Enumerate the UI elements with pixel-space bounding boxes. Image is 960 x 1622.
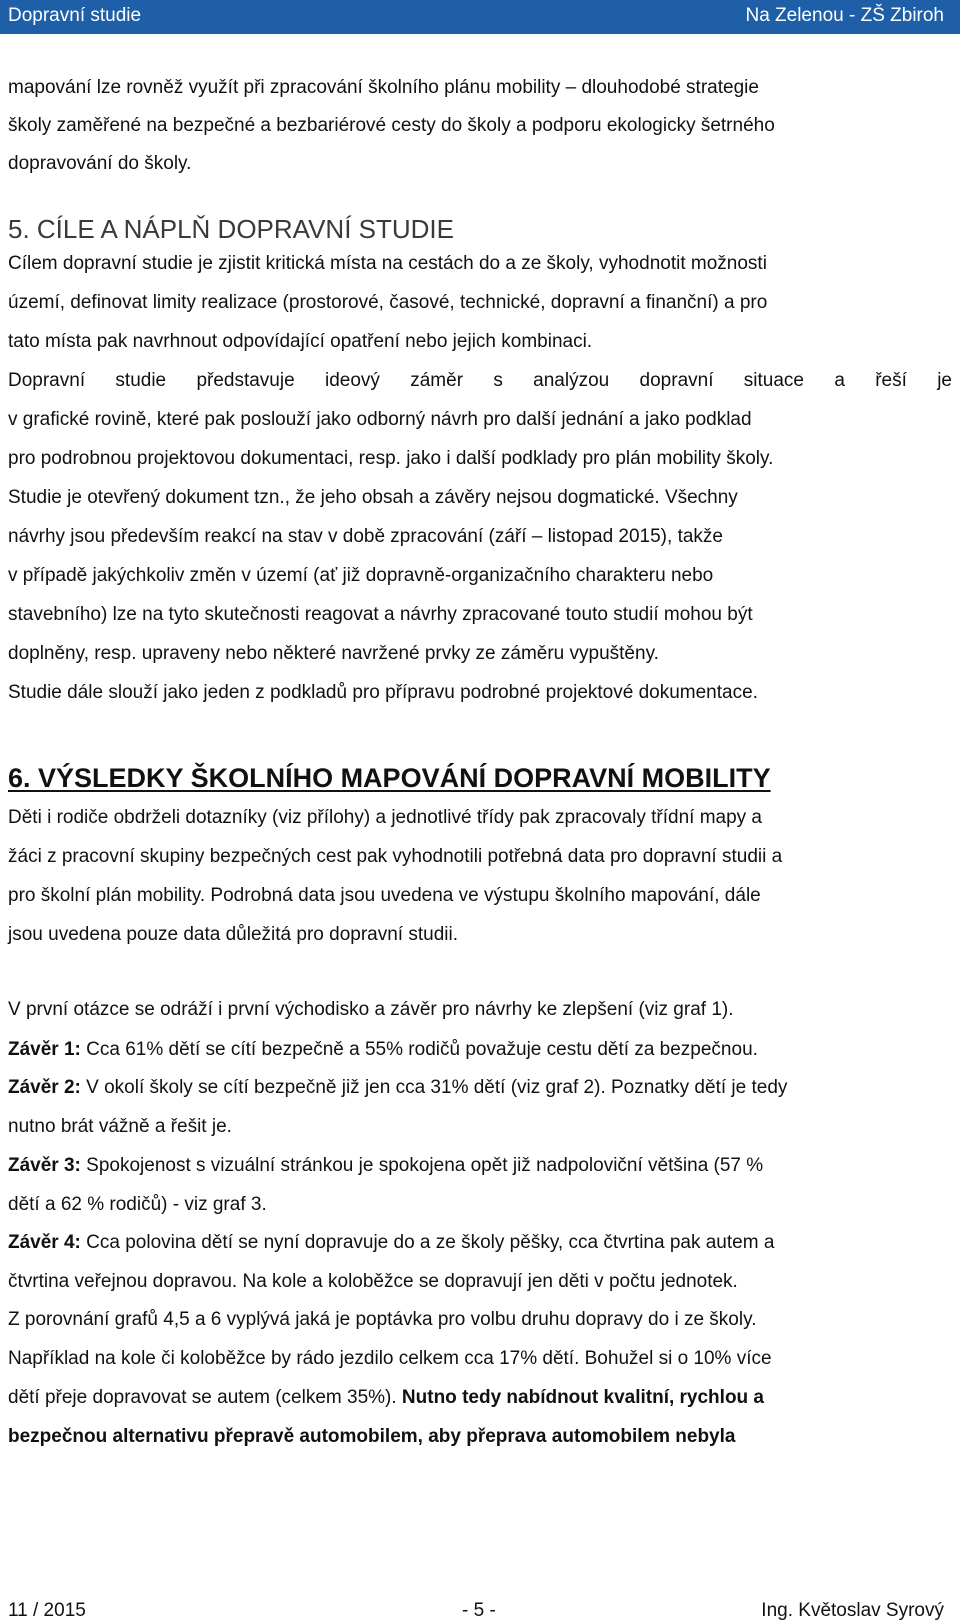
conclusion-3 [8,1154,952,1178]
header-project-name: Na Zelenou - ZŠ Zbiroh [745,5,944,26]
conclusion-label: Závěr 1: [8,1039,81,1060]
conclusion-text: nutno brát vážně a řešit je. [8,1116,232,1137]
section-5-line: Dopravní studie představuje ideový záměr s analýzou dopravní situace a řeší je [8,370,952,391]
closing-emphasis: bezpečnou alternativu přepravě automobilem, aby přeprava automobilem nebyla [8,1426,736,1447]
section-5-line: území, definovat limity realizace (prostorové, časové, technické, dopravní a finanční) a pro [8,292,768,313]
section-5-line: Studie dále slouží jako jeden z podkladů pro přípravu podrobné projektové dokumentace. [8,682,758,703]
intro-line: mapování lze rovněž využít při zpracování školního plánu mobility – dlouhodobé strategie [8,77,759,98]
closing-emphasis: Nutno tedy nabídnout kvalitní, rychlou a [401,1387,764,1408]
section-6-line: pro školní plán mobility. Podrobná data jsou uvedena ve výstupu školního mapování, dále [8,885,761,906]
section-5-line: návrhy jsou především reakcí na stav v době zpracování (září – listopad 2015), takže [8,526,723,547]
conclusion-label: Závěr 3: [8,1155,81,1176]
page-header [0,0,960,34]
closing-line: Například na kole či koloběžce by rádo jezdilo celkem cca 17% dětí. Bohužel si o 10% více [8,1348,772,1369]
section-5-line: v případě jakýchkoliv změn v území (ať již dopravně-organizačního charakteru nebo [8,565,714,586]
conclusion-text: čtvrtina veřejnou dopravou. Na kole a koloběžce se dopravují jen děti v počtu jednotek. [8,1271,738,1292]
header-document-title: Dopravní studie [8,5,142,26]
section-6-line: Děti i rodiče obdrželi dotazníky (viz přílohy) a jednotlivé třídy pak zpracovaly třídní mapy a [8,807,762,828]
section-6-line: žáci z pracovní skupiny bezpečných cest pak vyhodnotili potřebná data pro dopravní studii a [8,846,783,867]
conclusion-label: Závěr 4: [8,1232,81,1253]
closing-text: dětí přeje dopravovat se autem (celkem 35%). [8,1387,397,1408]
conclusion-text: Cca 61% dětí se cítí bezpečně a 55% rodičů považuje cestu dětí za bezpečnou. [86,1039,758,1060]
section-5-line: doplněny, resp. upraveny nebo některé navržené prvky ze záměru vypuštěny. [8,643,659,664]
conclusion-text: Spokojenost s vizuální stránkou je spokojena opět již nadpoloviční většina (57 % [86,1155,764,1176]
footer-date: 11 / 2015 [8,1600,86,1621]
conclusion-4 [8,1231,952,1255]
closing-line [8,1425,952,1449]
section-5-line: stavebního) lze na tyto skutečnosti reagovat a návrhy zpracované touto studií mohou být [8,604,753,625]
section-5-line: Cílem dopravní studie je zjistit kritická místa na cestách do a ze školy, vyhodnotit možnosti [8,253,767,274]
page-footer [0,1598,960,1622]
section-6-heading: 6. VÝSLEDKY ŠKOLNÍHO MAPOVÁNÍ DOPRAVNÍ MOBILITY [8,763,771,793]
section-5-line: Studie je otevřený dokument tzn., že jeho obsah a závěry nejsou dogmatické. Všechny [8,487,738,508]
closing-line [8,1386,952,1410]
conclusion-1 [8,1038,952,1062]
page-number: - 5 - [462,1600,496,1621]
section-5-line: pro podrobnou projektovou dokumentaci, resp. jako i další podklady pro plán mobility školy. [8,448,774,469]
section-5-heading: 5. CÍLE A NÁPLŇ DOPRAVNÍ STUDIE [8,214,454,244]
footer-author: Ing. Květoslav Syrový [761,1600,944,1621]
section-6-line: jsou uvedena pouze data důležitá pro dopravní studii. [8,924,458,945]
conclusion-label: Závěr 2: [8,1077,81,1098]
closing-line: Z porovnání grafů 4,5 a 6 vyplývá jaká je poptávka pro volbu druhu dopravy do i ze školy. [8,1309,757,1330]
conclusion-text: Cca polovina dětí se nyní dopravuje do a ze školy pěšky, cca čtvrtina pak autem a [86,1232,775,1253]
intro-line: školy zaměřené na bezpečné a bezbariérové cesty do školy a podporu ekologicky šetrného [8,115,775,136]
section-5-line: tato místa pak navrhnout odpovídající opatření nebo jejich kombinaci. [8,331,593,352]
question-intro: V první otázce se odráží i první východisko a závěr pro návrhy ke zlepšení (viz graf 1). [8,999,734,1020]
conclusion-text: dětí a 62 % rodičů) - viz graf 3. [8,1194,267,1215]
intro-line: dopravování do školy. [8,153,192,174]
conclusion-text: V okolí školy se cítí bezpečně již jen cca 31% dětí (viz graf 2). Poznatky dětí je tedy [86,1077,788,1098]
section-5-line: v grafické rovině, které pak poslouží jako odborný návrh pro další jednání a jako podklad [8,409,752,430]
conclusion-2 [8,1076,952,1100]
